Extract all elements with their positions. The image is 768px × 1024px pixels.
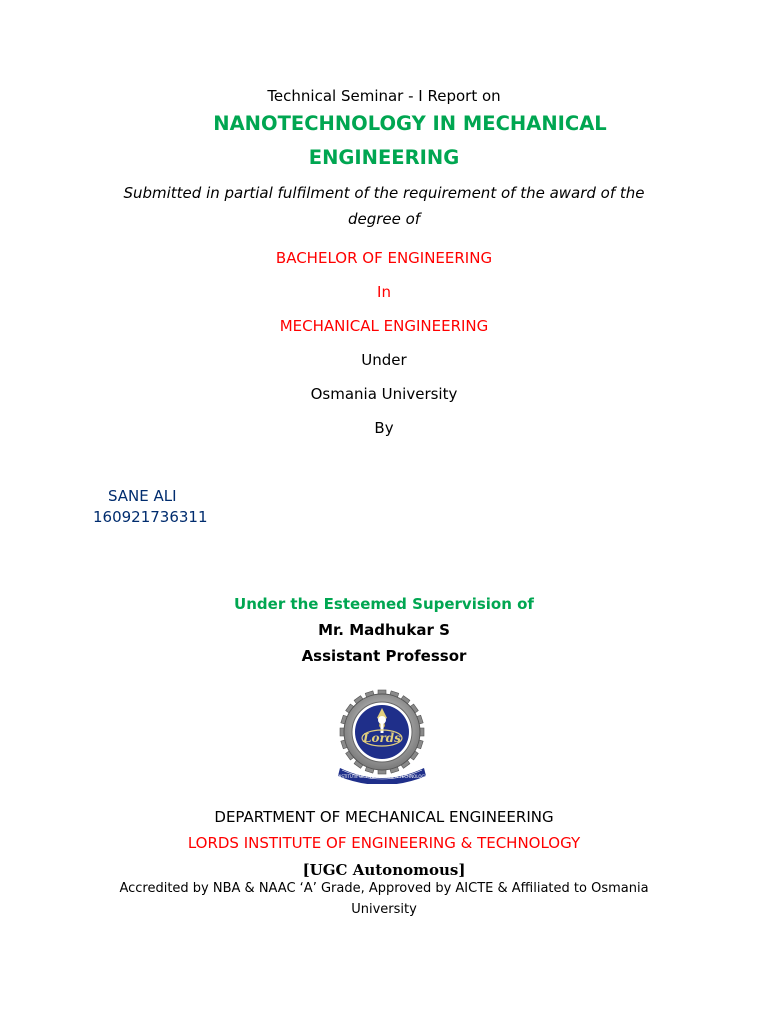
- logo-ribbon-text: INSTITUTE OF ENGINEERING & TECHNOLOGY: [337, 774, 427, 779]
- branch-name: MECHANICAL ENGINEERING: [279, 317, 489, 335]
- student-name: SANE ALI: [108, 487, 177, 505]
- title-line-1: NANOTECHNOLOGY IN MECHANICAL: [213, 112, 607, 135]
- supervisor-designation: Assistant Professor: [301, 647, 467, 665]
- report-intro: Technical Seminar - I Report on: [267, 87, 501, 105]
- under-text: Under: [361, 351, 407, 369]
- logo-text: Lords: [363, 731, 401, 745]
- university-name: Osmania University: [310, 385, 458, 403]
- student-roll-number: 160921736311: [93, 508, 208, 526]
- supervisor-name: Mr. Madhukar S: [318, 621, 450, 639]
- title-line-2: ENGINEERING: [308, 146, 460, 169]
- logo-graphic: [334, 688, 430, 784]
- by-text: By: [374, 419, 394, 437]
- lords-institute-logo-icon: [334, 688, 430, 784]
- supervision-heading: Under the Esteemed Supervision of: [234, 595, 534, 613]
- department-name: DEPARTMENT OF MECHANICAL ENGINEERING: [214, 808, 554, 826]
- in-text: In: [377, 283, 391, 301]
- institute-name: LORDS INSTITUTE OF ENGINEERING & TECHNOLOGY: [187, 834, 581, 852]
- degree-name: BACHELOR OF ENGINEERING: [275, 249, 493, 267]
- ugc-status: [UGC Autonomous]: [302, 861, 466, 879]
- accreditation-statement: Accredited by NBA & NAAC ‘A’ Grade, Approved by AICTE & Affiliated to Osmania University: [119, 881, 649, 917]
- submission-statement: Submitted in partial fulfilment of the requirement of the award of the degree of: [123, 184, 645, 228]
